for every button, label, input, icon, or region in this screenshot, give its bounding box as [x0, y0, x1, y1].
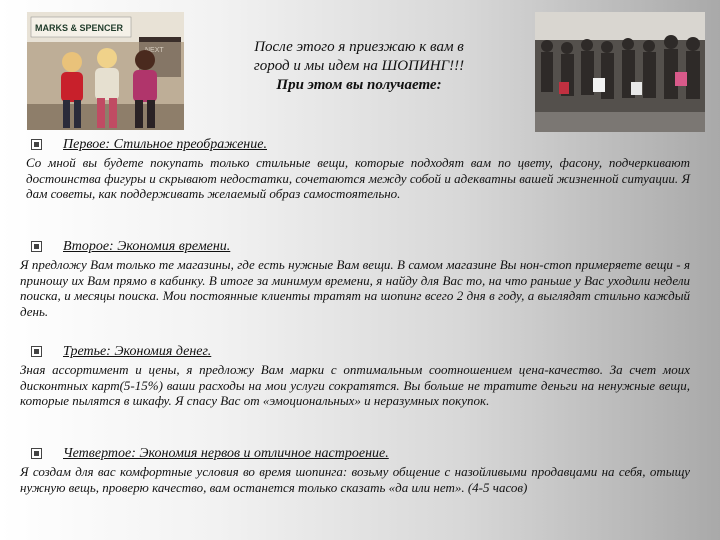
section-title: Третье: Экономия денег. [63, 344, 212, 359]
section-body: Со мной вы будете покупать только стильные вещи, которые подходят вам по цвету, фасону, подчеркивают достоинства фигуры и скрывают недостатки, сочетаются между собой и адекватны вашей жизненной ситуации. Я дам советы, как поддерживать желаемый образ самостоятельно. [26, 155, 690, 201]
intro-text [200, 38, 518, 95]
section-money [20, 344, 690, 409]
store-sign: MARKS & SPENCER [35, 23, 124, 33]
square-bullet-icon [31, 448, 42, 459]
section-time [20, 239, 690, 319]
section-title: Первое: Стильное преображение. [63, 137, 267, 152]
section-body: Я создам для вас комфортные условия во время шопинга: возьму общение с назойливыми продавцами на себя, отыщу нужную вещь, проверю качество, вам останется только сказать «да или нет». (4-5 часов) [20, 464, 690, 495]
section-nerves [20, 446, 690, 495]
square-bullet-icon [31, 346, 42, 357]
section-body: Зная ассортимент и цены, я предложу Вам марки с оптимальным соотношением цена-качество. За счет моих дисконтных карт(5-15%) ваши расходы на мои услуги сократятся. Вы больше не тратите деньги на ненужные вещи, которые пылятся в шкафу. Я спасу Вас от «эмоциональных» и неразумных покупок. [20, 362, 690, 408]
section-title: Второе: Экономия времени. [63, 239, 231, 254]
square-bullet-icon [31, 139, 42, 150]
section-body: Я предложу Вам только те магазины, где есть нужные Вам вещи. В самом магазине Вы нон-стоп примеряете вещи - я приношу их Вам прямо в кабинку. В итоге за минимум времени, я найду для Вас то, на что раньше у Вас уходили недели поиска, и месяцы поиска. Мои постоянные клиенты тратят на шопинг всего 2 дня в году, а выглядят стильно каждый день. [20, 257, 690, 319]
intro-line-1: После этого я приезжаю к вам в [254, 39, 464, 55]
shoppers-photo [27, 12, 184, 130]
section-style [20, 137, 690, 202]
intro-line-3: При этом вы получаете: [276, 77, 442, 93]
square-bullet-icon [31, 241, 42, 252]
crowd-street-photo [535, 12, 705, 132]
intro-line-2: город и мы идем на ШОПИНГ!!! [253, 58, 465, 74]
section-title: Четвертое: Экономия нервов и отличное настроение. [63, 446, 389, 461]
